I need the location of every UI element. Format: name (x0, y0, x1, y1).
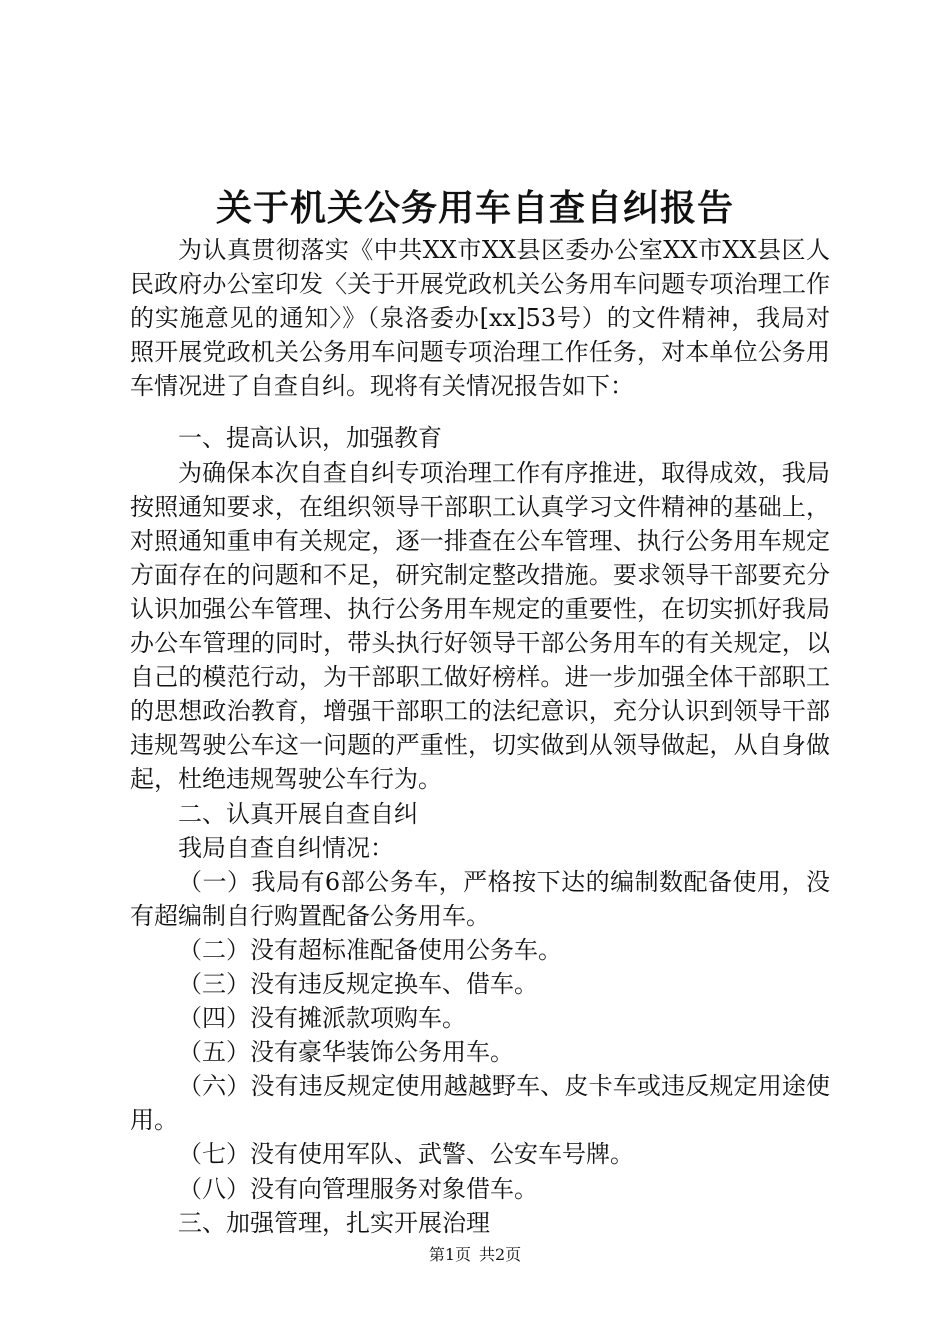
section-2-item-1: （一）我局有6部公务车，严格按下达的编制数配备使用，没有超编制自行购置配备公务用车。 (130, 867, 830, 930)
page-number-current: 第1页 (428, 1245, 471, 1264)
section-2-item-7: （七）没有使用军队、武警、公安车号牌。 (178, 1140, 634, 1169)
section-1-body: 为确保本次自查自纠专项治理工作有序推进，取得成效，我局按照通知要求，在组织领导干部职工认真学习文件精神的基础上，对照通知重申有关规定，逐一排查在公车管理、执行公务用车规定方面存在的问题和不足，研究制定整改措施。要求领导干部要充分认识加强公车管理、执行公务用车规定的重要性，在切实抓好我局办公车管理的同时，带头执行好领导干部公务用车的有关规定，以自己的模范行动，为干部职工做好榜样。进一步加强全体干部职工的思想政治教育，增强干部职工的法纪意识，充分认识到领导干部违规驾驶公车这一问题的严重性，切实做到从领导做起，从自身做起，杜绝违规驾驶公车行为。 (130, 458, 830, 794)
section-2-item-5: （五）没有豪华装饰公务用车。 (178, 1038, 514, 1067)
page-footer (0, 1243, 950, 1267)
section-2-item-6: （六）没有违反规定使用越越野车、皮卡车或违反规定用途使用。 (130, 1072, 830, 1135)
section-2-item-8: （八）没有向管理服务对象借车。 (178, 1174, 538, 1203)
document-body (130, 233, 830, 1240)
section-2-lead: 我局自查自纠情况： (178, 833, 394, 862)
section-1-heading: 一、提高认识，加强教育 (178, 424, 442, 453)
intro-paragraph: 为认真贯彻落实《中共XX市XX县区委办公室XX市XX县区人民政府办公室印发〈关于开展党政机关公务用车问题专项治理工作的实施意见的通知〉》（泉洛委办[xx]53号）的文件精神，我局对照开展党政机关公务用车问题专项治理工作任务，对本单位公务用车情况进了自查自纠。现将有关情况报告如下： (130, 236, 830, 401)
section-2-item-4: （四）没有摊派款项购车。 (178, 1004, 466, 1033)
section-3-heading: 三、加强管理，扎实开展治理 (178, 1208, 490, 1237)
section-2-heading: 二、认真开展自查自纠 (178, 799, 418, 828)
paragraph-spacer (130, 403, 830, 421)
section-2-item-3: （三）没有违反规定换车、借车。 (178, 969, 538, 998)
section-2-item-2: （二）没有超标准配备使用公务车。 (178, 935, 562, 964)
document-title: 关于机关公务用车自查自纠报告 (215, 187, 734, 229)
page-number-total: 共2页 (479, 1245, 522, 1264)
